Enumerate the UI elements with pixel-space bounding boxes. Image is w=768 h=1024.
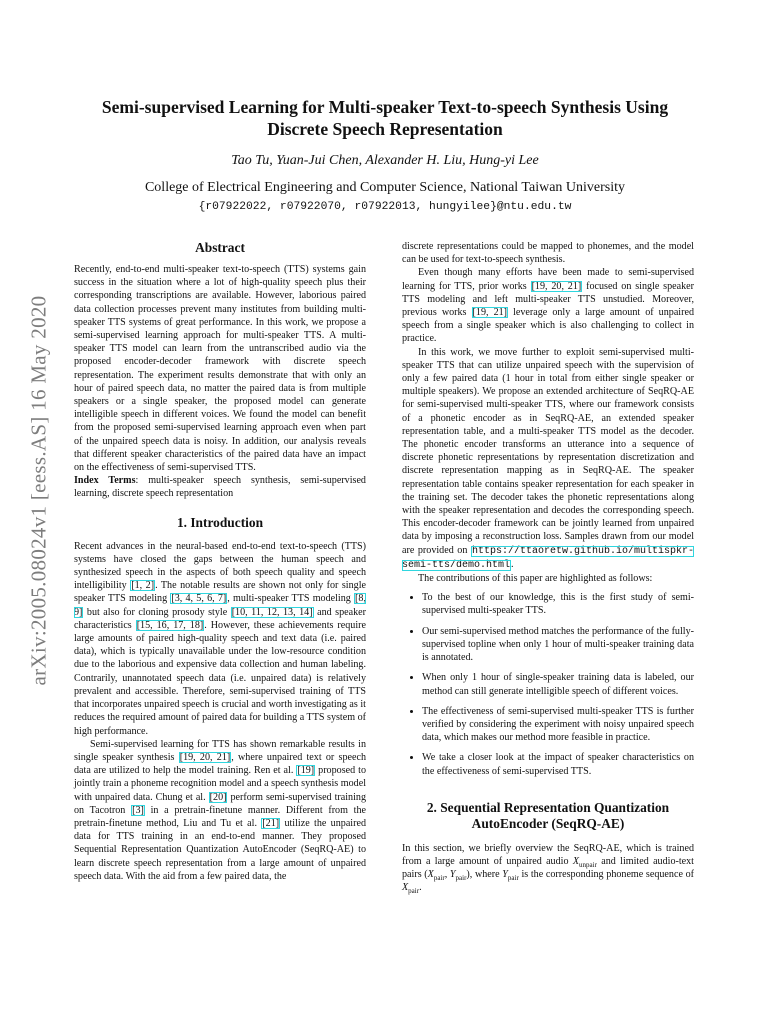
list-item: • When only 1 hour of single-speaker training data is labeled, our method can still generate intelligible speech of different voices.	[422, 671, 694, 697]
text-run: . The notable results are shown not only for single speaker TTS modeling	[74, 580, 366, 605]
text-run: In this section, we briefly overview the SeqRQ-AE, which is trained from a large amount of unpaired audio	[402, 842, 694, 867]
citation-link[interactable]: [3, 4, 5, 6, 7]	[171, 593, 227, 605]
intro-paragraph-4	[402, 346, 694, 572]
text-run: In this work, we move further to exploit semi-supervised multi-speaker TTS that can utilize unpaired speech with the supervision of only a few paired data (1 hour in total from either single speaker or multiple speakers). We propose an extended architecture of SeqRQ-AE for semi-supervised multi-speaker TTS, where our framework consists of a phonetic encoder as in SeqRQ-AE, an extended speaker representation table, and a multi-speaker TTS model as the decoder. The phonetic encoder transforms an utterance into a sequence of discrete phonetic representations by representation discretization and discrete representation mapping as in SeqRQ-AE. The speaker representation table contains speaker representation for each speaker in the training set. The decoder takes the phonetic representations along with the speaker representation and decodes the corresponding speech. This encoder-decoder framework can be jointly learned from unpaired data by imposing a reconstruction loss. Samples drawn from our model are provided on	[402, 346, 694, 556]
list-item: • To the best of our knowledge, this is the first study of semi-supervised multi-speaker TTS.	[422, 591, 694, 617]
citation-link[interactable]: [15, 16, 17, 18]	[136, 619, 204, 631]
citation-link[interactable]: [3]	[132, 804, 144, 816]
introduction-heading: 1. Introduction	[176, 514, 264, 530]
index-terms	[74, 474, 366, 500]
right-column	[402, 240, 694, 895]
index-terms-label: Index Terms	[74, 475, 136, 487]
intro-paragraph-1	[74, 540, 366, 738]
intro-paragraph-2	[74, 738, 366, 883]
text-run: .	[511, 558, 514, 570]
text-run: and speaker characteristics	[74, 606, 366, 631]
math-subscript: pair	[455, 874, 467, 883]
text-run: proposed to jointly train a phoneme recognition model and a speech synthesis model with unpaired data. Chung et al.	[74, 765, 366, 803]
citation-link[interactable]: [19, 20, 21]	[531, 280, 582, 292]
citation-link[interactable]: [19, 20, 21]	[179, 751, 231, 763]
text-run: Semi-supervised learning for TTS has shown remarkable results in single speaker synthesis	[74, 738, 366, 763]
text-run: ), where	[466, 869, 503, 881]
math-symbol: X	[427, 869, 434, 881]
section-2-heading	[402, 800, 694, 832]
math-symbol: X	[572, 855, 580, 867]
citation-link[interactable]: [19, 21]	[472, 307, 508, 319]
title-line-2: Discrete Speech Representation	[267, 119, 503, 139]
text-run: . However, these achievements require large amounts of paired high-quality speech and text data (i.e. paired data), which is typically unavailable under the low-resource condition due to the laborious and expensive data collection and human labeling. Contrarily, unannotated speech data (i.e. unpaired data) is relatively prevalent and accessible. Therefore, semi-supervised training of TTS that incorporates unpaired speech is crucial and worth investigating as it reduces the required amount of paired data for building a TTS system of high performance.	[74, 619, 366, 737]
section-2-heading-line-1: 2. Sequential Representation Quantization	[426, 799, 670, 815]
arxiv-id: arXiv:2005.08024v1 [eess.AS] 16 May 2020	[26, 295, 51, 685]
citation-link[interactable]: [21]	[262, 817, 280, 829]
text-run: is the corresponding phoneme sequence of	[518, 869, 694, 881]
math-subscript: unpair	[579, 860, 597, 869]
text-run: and limited audio-text pairs (	[402, 855, 694, 881]
math-subscript: pair	[408, 887, 420, 896]
text-run: , multi-speaker TTS modeling	[227, 593, 355, 605]
text-run: Even though many efforts have been made to semi-supervised learning for TTS, prior works	[402, 267, 694, 292]
text-run: focused on single speaker TTS modeling and left multi-speaker TTS unstudied. Moreover, previous works	[402, 280, 694, 319]
index-terms-text: : multi-speaker speech synthesis, semi-supervised learning, discrete speech representation	[74, 475, 366, 500]
citation-link[interactable]: [19]	[297, 765, 315, 777]
left-column	[74, 240, 366, 883]
section-2-heading-line-2: AutoEncoder (SeqRQ-AE)	[471, 815, 625, 831]
text-run: in a pretrain-finetune manner. Different from the pretrain-finetune method, Liu and Tu et al.	[74, 804, 367, 829]
math-subscript: pair	[507, 874, 519, 883]
citation-link[interactable]: [8, 9]	[74, 593, 366, 618]
citation-link[interactable]: [10, 11, 12, 13, 14]	[231, 606, 313, 618]
text-run: leverage only a large amount of unpaired speech from a single speaker which is also challenging to collect in practice.	[402, 307, 695, 345]
text-run: ,	[444, 869, 450, 881]
paper-title	[70, 96, 700, 140]
contribution-list	[402, 591, 694, 777]
text-run: perform semi-supervised training on Tacotron	[74, 791, 367, 816]
author-emails: {r07922022, r07922070, r07922013, hungyilee}@ntu.edu.tw	[198, 201, 572, 213]
math-symbol: X	[402, 882, 409, 894]
intro-paragraph-3	[402, 266, 694, 345]
intro-paragraph-2-continued: discrete representations could be mapped to phonemes, and the model can be used for text-to-speech synthesis.	[402, 241, 694, 266]
text-run: Recent advances in the neural-based end-to-end text-to-speech (TTS) systems have closed the gaps between the human speech and synthesized speech in the aspects of both speech quality and speech intelligibility	[74, 540, 366, 592]
citation-link[interactable]: [1, 2]	[131, 580, 155, 592]
text-run: utilize the unpaired data for TTS training in an end-to-end manner. They proposed Sequential Representation Quantization AutoEncoder (SeqRQ-AE) to learn discrete speech representation from a large amount of unpaired speech data. With the aid from a few paired data, the	[74, 817, 366, 882]
affiliation: College of Electrical Engineering and Computer Science, National Taiwan University	[144, 180, 626, 195]
abstract-body: Recently, end-to-end multi-speaker text-to-speech (TTS) systems gain success in the situation where a lot of high-quality speech plus their corresponding transcriptions are available. However, laborious paired data collection processes prevent many institutes from building multi-speaker TTS systems of great performance. In this work, we propose a semi-supervised learning approach for multi-speaker TTS. A multi-speaker TTS model can learn from the untranscribed audio via the proposed encoder-decoder framework with discrete speech representation. The experiment results demonstrate that with only an hour of paired speech data, no matter the paired data is from multiple speakers or a single speaker, the proposed model can generate intelligible speech in different voices. We found the model can benefit from the proposed semi-supervised learning approach even when part of the unpaired speech data is noisy. In addition, our analysis reveals that different speaker characteristics of the paired data have an impact on the effectiveness of semi-supervised TTS.	[74, 264, 366, 474]
text-run: but also for cloning prosody style	[83, 606, 231, 618]
contributions-intro: The contributions of this paper are highlighted as follows:	[418, 573, 653, 585]
math-subscript: pair	[433, 874, 445, 883]
list-item: • We take a closer look at the impact of speaker characteristics on the effectiveness of semi-supervised TTS.	[422, 751, 694, 777]
title-line-1: Semi-supervised Learning for Multi-speaker Text-to-speech Synthesis Using	[101, 97, 669, 117]
citation-link[interactable]: [20]	[209, 791, 227, 803]
section-2-paragraph	[402, 842, 694, 895]
list-item: • The effectiveness of semi-supervised multi-speaker TTS is further verified by considering the experiment with noisy unpaired speech data, which makes our method more feasible in practice.	[422, 705, 694, 745]
arxiv-stamp	[24, 295, 54, 685]
text-run: , where unpaired text or speech data are utilized to help the model training. Ren et al.	[74, 751, 366, 777]
abstract-heading: Abstract	[195, 240, 245, 255]
text-run: .	[419, 882, 422, 894]
list-item: • Our semi-supervised method matches the performance of the fully-supervised topline when only 1 hour of multi-speaker training data is annotated.	[422, 625, 694, 665]
author-list: Tao Tu, Yuan-Jui Chen, Alexander H. Liu, Hung-yi Lee	[231, 153, 539, 168]
demo-url-link[interactable]: https://ttaoretw.github.io/multispkr-semi-tts/demo.html	[402, 545, 694, 571]
math-symbol: Y	[449, 869, 456, 881]
math-symbol: Y	[502, 869, 508, 881]
